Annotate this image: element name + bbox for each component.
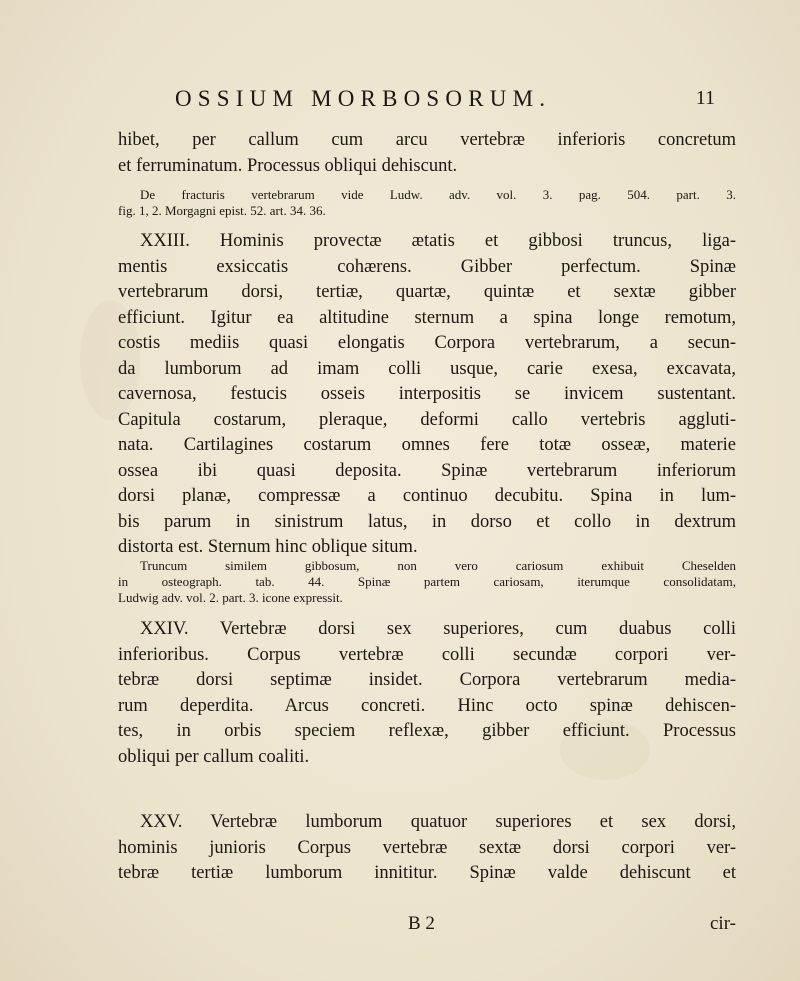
text-line: cavernosa, festucis osseis interpositis se invicem sustentant. — [118, 384, 736, 404]
text-line: tebræ tertiæ lumborum innititur. Spinæ valde dehiscunt et — [118, 863, 736, 883]
text-line: hibet, per callum cum arcu vertebræ inferioris concretum — [118, 130, 736, 150]
text-line: costis mediis quasi elongatis Corpora vertebrarum, a secun- — [118, 333, 736, 353]
text-line: distorta est. Sternum hinc oblique situm. — [118, 537, 418, 557]
text-line: obliqui per callum coaliti. — [118, 746, 310, 767]
signature-mark: B 2 — [408, 913, 435, 934]
text-line: XXIV. Vertebræ dorsi sex superiores, cum duabus colli — [140, 619, 736, 639]
text-line: Ludwig adv. vol. 2. part. 3. icone expressit. — [118, 590, 343, 605]
catchword: cir- — [710, 913, 736, 934]
text-line: XXV. Vertebræ lumborum quatuor superiores et sex dorsi, — [140, 812, 736, 832]
text-line: rum deperdita. Arcus concreti. Hinc octo spinæ dehiscen- — [118, 695, 736, 716]
text-line: mentis exsiccatis cohærens. Gibber perfectum. Spinæ — [118, 256, 736, 277]
paragraph-xxv — [118, 810, 736, 887]
text-line: Truncum similem gibbosum, non vero cariosum exhibuit Cheselden — [140, 558, 736, 573]
text-line: hominis junioris Corpus vertebræ sextæ dorsi corpori ver- — [118, 837, 736, 858]
paragraph-continuation — [118, 128, 736, 179]
text-line: fig. 1, 2. Morgagni epist. 52. art. 34. 36. — [118, 203, 326, 218]
note-cheselden — [118, 558, 736, 606]
text-line: Capitula costarum, pleraque, deformi callo vertebris aggluti- — [118, 409, 736, 430]
text-line: in osteograph. tab. 44. Spinæ partem cariosam, iterumque consolidatam, — [118, 574, 736, 589]
text-line: tebræ dorsi septimæ insidet. Corpora vertebrarum media- — [118, 670, 736, 690]
text-line: tes, in orbis speciem reflexæ, gibber efficiunt. Processus — [118, 721, 736, 741]
paragraph-xxiii — [118, 229, 736, 561]
running-header — [175, 86, 715, 116]
text-line: dorsi planæ, compressæ a continuo decubitu. Spina in lum- — [118, 486, 736, 506]
text-line: nata. Cartilagines costarum omnes fere totæ osseæ, materie — [118, 435, 736, 455]
text-line: De fracturis vertebrarum vide Ludw. adv. vol. 3. pag. 504. part. 3. — [140, 187, 736, 202]
text-line: inferioribus. Corpus vertebræ colli secundæ corpori ver- — [118, 644, 736, 665]
text-line: efficiunt. Igitur ea altitudine sternum a spina longe remotum, — [118, 307, 736, 328]
page-number: 11 — [695, 87, 715, 109]
note-fractures — [118, 187, 736, 219]
running-title: OSSIUM MORBOSORUM. — [175, 86, 552, 111]
text-line: da lumborum ad imam colli usque, carie exesa, excavata, — [118, 358, 736, 379]
text-line: ossea ibi quasi deposita. Spinæ vertebrarum inferiorum — [118, 460, 736, 481]
page-footer — [118, 913, 736, 939]
paragraph-xxiv — [118, 617, 736, 770]
text-line: et ferruminatum. Processus obliqui dehiscunt. — [118, 155, 458, 176]
text-line: vertebrarum dorsi, tertiæ, quartæ, quintæ et sextæ gibber — [118, 282, 736, 302]
text-line: bis parum in sinistrum latus, in dorso et collo in dextrum — [118, 511, 736, 532]
text-line: XXIII. Hominis provectæ ætatis et gibbosi truncus, liga- — [140, 231, 736, 251]
